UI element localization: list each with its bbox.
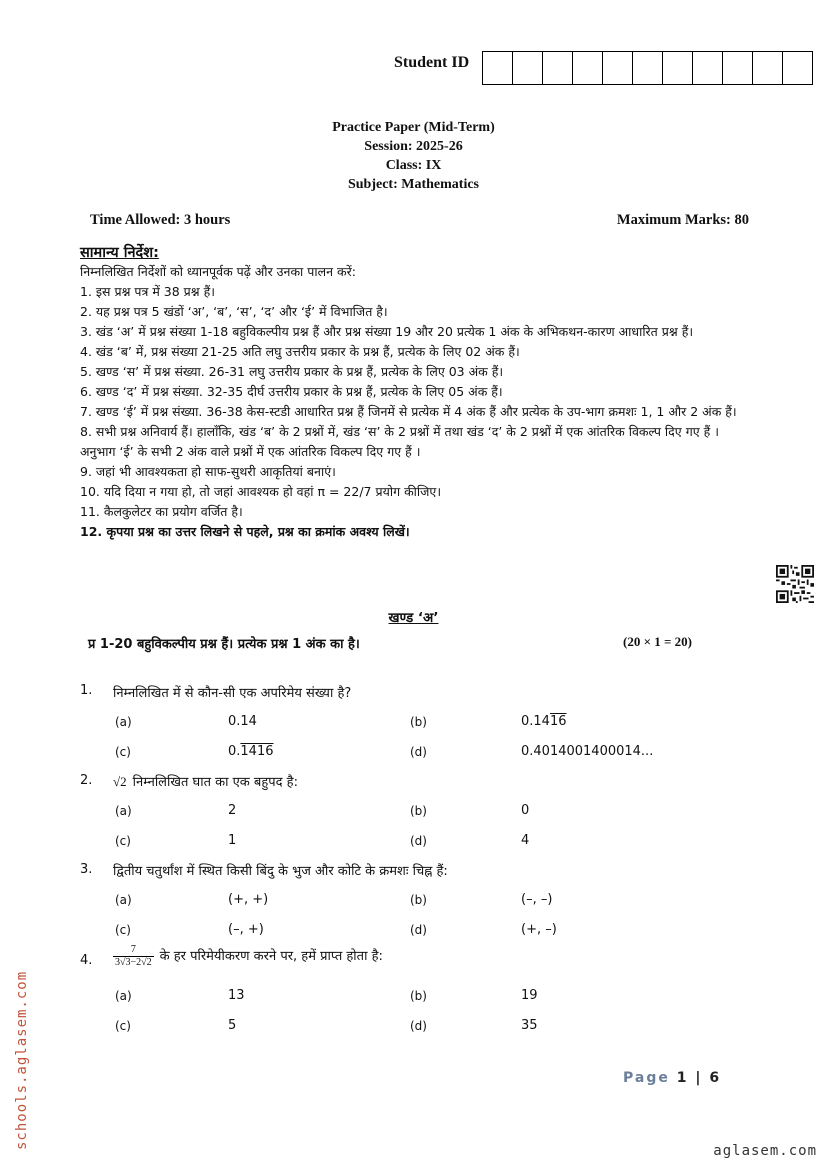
page-word: Page xyxy=(623,1070,670,1086)
question-number: 2. xyxy=(80,773,93,788)
instruction-item: निम्नलिखित निर्देशों को ध्यानपूर्वक पढ़ें और उनका पालन करें: xyxy=(80,264,356,279)
option-value[interactable]: 0.4014001400014... xyxy=(521,744,654,759)
student-id-box[interactable] xyxy=(573,52,603,84)
option-label: (b) xyxy=(410,893,427,907)
instruction-item: 6. खण्ड ‘द’ में प्रश्न संख्या. 32-35 दीर्घ उत्तरीय प्रकार के प्रश्न हैं, प्रत्येक के लिए 05 अंक हैं। xyxy=(80,384,503,399)
page-number xyxy=(623,1070,721,1086)
option-label: (a) xyxy=(115,893,132,907)
student-id-box[interactable] xyxy=(543,52,573,84)
option-label: (b) xyxy=(410,989,427,1003)
option-value[interactable]: 4 xyxy=(521,833,530,848)
class: Class: IX xyxy=(385,158,442,173)
question-text xyxy=(113,772,298,790)
option-value[interactable]: 2 xyxy=(228,803,237,818)
option-value[interactable]: 0 xyxy=(521,803,530,818)
option-label: (c) xyxy=(115,745,131,759)
instruction-item: 4. खंड ‘ब’ में, प्रश्न संख्या 21-25 अति लघु उत्तरीय प्रकार के प्रश्न हैं, प्रत्येक के लिए 02 अंक हैं। xyxy=(80,344,520,359)
option-value[interactable]: 35 xyxy=(521,1018,538,1033)
option-label: (d) xyxy=(410,923,427,937)
student-id-box[interactable] xyxy=(693,52,723,84)
instruction-item: 1. इस प्रश्न पत्र में 38 प्रश्न हैं। xyxy=(80,284,215,299)
option-value[interactable]: 19 xyxy=(521,988,538,1003)
option-label: (a) xyxy=(115,715,132,729)
session: Session: 2025-26 xyxy=(364,139,463,154)
question-text-body: के हर परिमेयीकरण करने पर, हमें प्राप्त होता है: xyxy=(159,949,383,964)
subject: Subject: Mathematics xyxy=(347,177,480,192)
option-label: (c) xyxy=(115,923,131,937)
side-site-link[interactable]: schools.aglasem.com xyxy=(14,970,30,1150)
repeating-digits: 16 xyxy=(549,714,567,729)
question-number: 1. xyxy=(80,683,93,698)
option-label: (d) xyxy=(410,1019,427,1033)
option-value[interactable]: (+, +) xyxy=(228,892,269,907)
student-id-boxes[interactable] xyxy=(482,51,813,85)
section-title: खण्ड ‘अ’ xyxy=(388,610,439,626)
option-label: (d) xyxy=(410,834,427,848)
instruction-item: 3. खंड ‘अ’ में प्रश्न संख्या 1-18 बहुविकल्पीय प्रश्न हैं और प्रश्न संख्या 19 और 20 प्रत्येक 1 अंक के अभिकथन-कारण आधारित प्रश्न हैं। xyxy=(80,324,694,339)
instruction-item: 9. जहां भी आवश्यकता हो साफ-सुथरी आकृतियां बनाएं। xyxy=(80,464,336,479)
section-description: प्र 1-20 बहुविकल्पीय प्रश्न हैं। प्रत्येक प्रश्न 1 अंक का है। xyxy=(88,637,360,652)
maximum-marks: Maximum Marks: 80 xyxy=(616,212,749,228)
student-id-box[interactable] xyxy=(633,52,663,84)
option-value[interactable] xyxy=(521,714,567,729)
question-text-body: निम्नलिखित घात का एक बहुपद है: xyxy=(132,775,298,790)
instruction-item: 10. यदि दिया न गया हो, तो जहां आवश्यक हो वहां π = 22/7 प्रयोग कीजिए। xyxy=(80,484,442,499)
student-id-box[interactable] xyxy=(513,52,543,84)
option-value[interactable]: (–, –) xyxy=(521,892,553,907)
time-allowed: Time Allowed: 3 hours xyxy=(90,212,231,228)
option-value[interactable] xyxy=(228,744,274,759)
question-number: 4. xyxy=(80,953,93,968)
option-label: (c) xyxy=(115,1019,131,1033)
fraction-numerator: 7 xyxy=(113,944,154,957)
option-value[interactable]: (+, –) xyxy=(521,922,557,937)
fraction-expression xyxy=(113,944,154,969)
student-id-box[interactable] xyxy=(483,52,513,84)
site-link[interactable]: aglasem.com xyxy=(713,1143,817,1159)
student-id-box[interactable] xyxy=(603,52,633,84)
student-id-box[interactable] xyxy=(723,52,753,84)
option-value[interactable]: (–, +) xyxy=(228,922,264,937)
option-label: (a) xyxy=(115,989,132,1003)
instruction-item: 11. कैलकुलेटर का प्रयोग वर्जित है। xyxy=(80,504,243,519)
instructions-title: सामान्य निर्देश: xyxy=(80,245,159,261)
student-id-label: Student ID xyxy=(394,54,470,71)
question-text: निम्नलिखित में से कौन-सी एक अपरिमेय संख्या है? xyxy=(113,686,352,701)
fraction-denominator: 3√3−2√2 xyxy=(115,957,152,968)
section-marks: (20 × 1 = 20) xyxy=(623,634,692,649)
option-label: (d) xyxy=(410,745,427,759)
option-value-prefix: 0.14 xyxy=(521,714,550,729)
paper-title: Practice Paper (Mid-Term) xyxy=(332,120,495,135)
student-id-box[interactable] xyxy=(663,52,693,84)
instruction-item: 12. कृपया प्रश्न का उत्तर लिखने से पहले, प्रश्न का क्रमांक अवश्य लिखें। xyxy=(80,524,410,539)
instruction-item: 8. सभी प्रश्न अनिवार्य हैं। हालाँकि, खंड ‘ब’ के 2 प्रश्नों में, खंड ‘स’ के 2 प्रश्नों में तथा खंड ‘द’ के 2 प्रश्नों में एक आंतरिक विकल्प दिए गए हैं । अनुभाग ‘ई’ के सभी 2 अंक वाले प्रश्नों में एक आंतरिक विकल्प दिए गए हैं । xyxy=(80,424,719,459)
option-value[interactable]: 5 xyxy=(228,1018,237,1033)
repeating-digits: 1416 xyxy=(240,744,274,759)
option-label: (c) xyxy=(115,834,131,848)
instruction-item: 2. यह प्रश्न पत्र 5 खंडों ‘अ’, ‘ब’, ‘स’, ‘द’ और ‘ई’ में विभाजित है। xyxy=(80,304,388,319)
option-value-prefix: 0. xyxy=(228,744,241,759)
instruction-item: 7. खण्ड ‘ई’ में प्रश्न संख्या. 36-38 केस-स्टडी आधारित प्रश्न हैं जिनमें से प्रत्येक में 4 अंक हैं और प्रत्येक के उप-भाग क्रमशः 1, 1 और 2 अंक हैं। xyxy=(80,404,737,419)
student-id-box[interactable] xyxy=(783,52,812,84)
question-text xyxy=(113,944,383,969)
option-value[interactable]: 0.14 xyxy=(228,714,257,729)
option-label: (b) xyxy=(410,804,427,818)
question-text: द्वितीय चतुर्थांश में स्थित किसी बिंदु के भुज और कोटि के क्रमशः चिह्न हैं: xyxy=(113,864,448,879)
student-id-box[interactable] xyxy=(753,52,783,84)
instruction-item: 5. खण्ड ‘स’ में प्रश्न संख्या. 26-31 लघु उत्तरीय प्रकार के प्रश्न हैं, प्रत्येक के लिए 03 अंक हैं। xyxy=(80,364,504,379)
instructions-list xyxy=(80,262,745,542)
option-value[interactable]: 13 xyxy=(228,988,245,1003)
radical-expression: √2 xyxy=(113,774,127,789)
qr-code-icon[interactable] xyxy=(776,565,814,603)
option-value[interactable]: 1 xyxy=(228,833,237,848)
question-number: 3. xyxy=(80,862,93,877)
option-label: (a) xyxy=(115,804,132,818)
option-label: (b) xyxy=(410,715,427,729)
page-count: 1 | 6 xyxy=(676,1070,722,1086)
